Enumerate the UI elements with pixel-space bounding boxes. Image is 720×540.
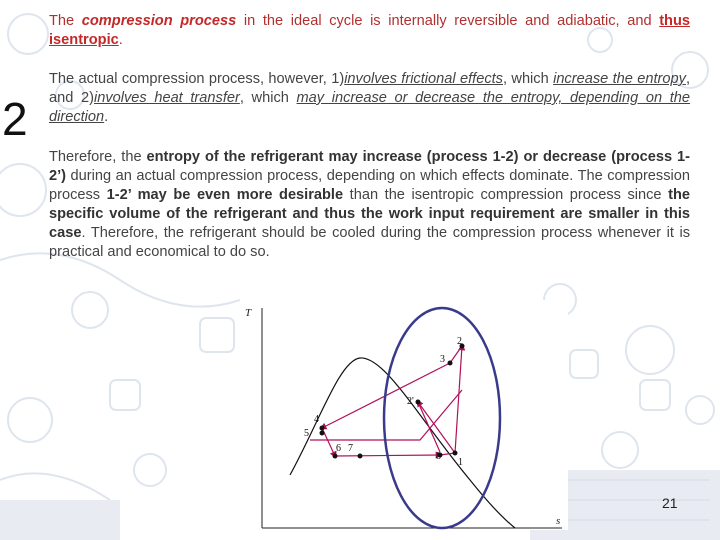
point-7 xyxy=(358,454,363,459)
y-axis-label: T xyxy=(245,307,252,319)
emphasis-increase-or-decrease: may increase or decrease the entropy, depending on the direction xyxy=(49,90,690,125)
point-4 xyxy=(320,426,325,431)
emphasis-compression-process: compression process xyxy=(81,13,237,29)
label-point-4: 4 xyxy=(314,414,319,425)
label-point-2prime: 2' xyxy=(407,396,414,407)
point-6 xyxy=(333,454,338,459)
emphasis-entropy-change: entropy of the refrigerant may increase (process 1-2) or decrease (process 1-2’) xyxy=(49,149,690,184)
point-5 xyxy=(320,431,325,436)
label-point-6: 6 xyxy=(336,443,341,454)
page-number: 21 xyxy=(662,495,678,511)
label-point-1: 1 xyxy=(458,457,463,468)
label-point-5: 5 xyxy=(304,428,309,439)
emphasis-specific-volume: the specific volume of the refrigerant and thus the work input requirement are smaller in this case xyxy=(49,187,690,241)
label-point-8: 8 xyxy=(436,451,441,462)
label-point-7: 7 xyxy=(348,443,353,454)
emphasis-frictional-effects: involves frictional effects xyxy=(344,71,503,87)
label-point-2: 2 xyxy=(457,336,462,347)
point-2prime xyxy=(416,400,421,405)
paragraph-ideal-compression: The compression process in the ideal cycle is internally reversible and adiabatic, and thus isentropic. xyxy=(49,13,690,48)
paragraph-actual-compression: The actual compression process, however, 1)involves frictional effects, which increase the entropy, and 2)involves heat transfer, which may increase or decrease the entropy, depending on the direction. xyxy=(49,71,690,125)
label-point-3: 3 xyxy=(440,354,445,365)
diagram-panel xyxy=(262,300,568,530)
paragraph-conclusion: Therefore, the entropy of the refrigerant may increase (process 1-2) or decrease (process 1-2’) during an actual compression process, depending on which effects dominate. The compression process 1-2’ may be even more desirable than the isentropic compression process since the specific volume of the refrigerant and thus the work input requirement are smaller in this case. Therefore, the refrigerant should be cooled during the compression process whenever it is practical and economical to do so. xyxy=(49,149,690,260)
emphasis-heat-transfer: involves heat transfer xyxy=(93,90,240,106)
emphasis-desirable-process: 1-2’ may be even more desirable xyxy=(106,187,344,203)
slide-side-numeral: 2 xyxy=(2,93,28,145)
emphasis-isentropic: thus isentropic xyxy=(49,13,690,48)
x-axis-label: s xyxy=(556,515,561,527)
emphasis-increase-entropy: increase the entropy xyxy=(553,71,686,87)
point-3 xyxy=(448,361,453,366)
point-1 xyxy=(453,451,458,456)
